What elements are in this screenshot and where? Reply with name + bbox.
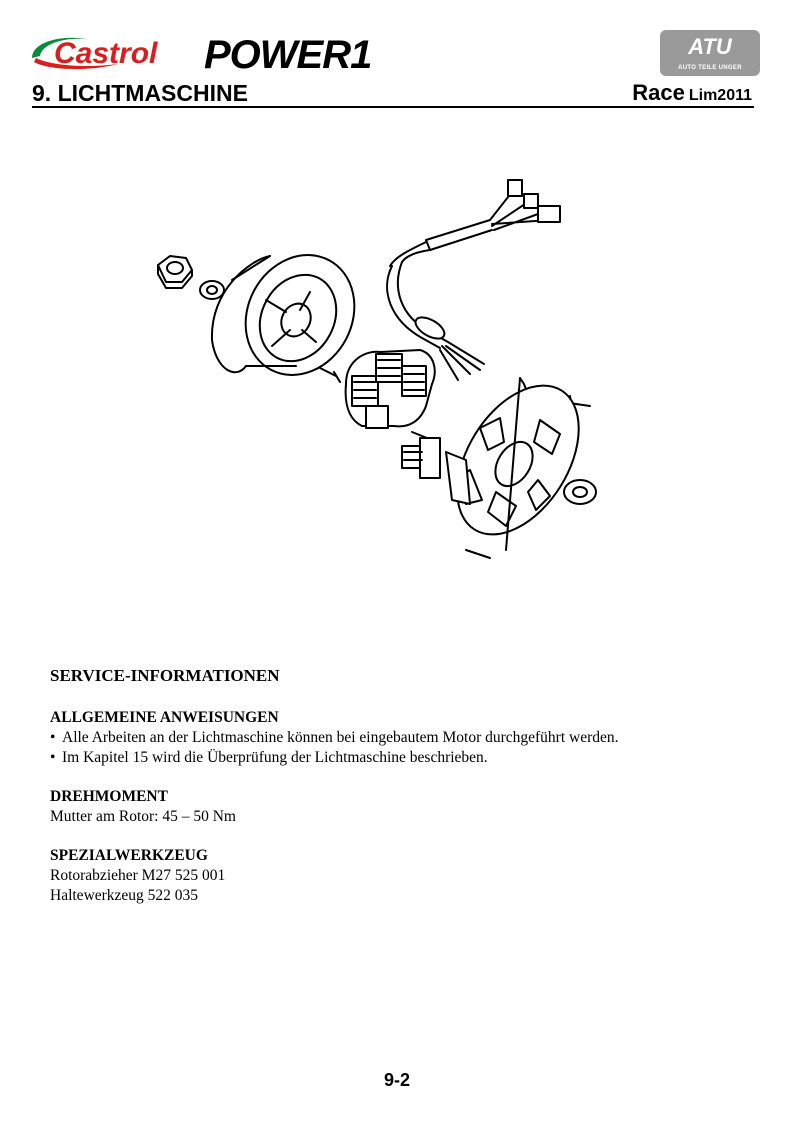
torque-value: Mutter am Rotor: 45 – 50 Nm bbox=[50, 808, 236, 825]
general-heading: ALLGEMEINE ANWEISUNGEN bbox=[50, 709, 279, 726]
list-item-text: Im Kapitel 15 wird die Überprüfung der Lichtmaschine beschrieben. bbox=[62, 749, 488, 766]
svg-text:ATU: ATU bbox=[688, 34, 732, 59]
svg-text:POWER1: POWER1 bbox=[204, 33, 372, 74]
stator-icon bbox=[346, 350, 435, 428]
model-sub: Lim2011 bbox=[688, 87, 752, 104]
pickup-coil-icon bbox=[402, 438, 440, 478]
tool-item: Haltewerkzeug 522 035 bbox=[50, 887, 199, 904]
base-plate-icon bbox=[432, 364, 604, 556]
service-heading: SERVICE-INFORMATIONEN bbox=[50, 666, 280, 685]
grommet-icon bbox=[564, 480, 596, 504]
list-item bbox=[50, 728, 750, 748]
tools-heading: SPEZIALWERKZEUG bbox=[50, 847, 208, 864]
title-row bbox=[32, 80, 754, 108]
list-item-text: Alle Arbeiten an der Lichtmaschine können bei eingebautem Motor durchgeführt werden. bbox=[62, 729, 619, 746]
chapter-title: 9. LICHTMASCHINE bbox=[32, 80, 248, 106]
washer-icon bbox=[200, 281, 224, 299]
power1-logo bbox=[200, 30, 390, 74]
tool-item: Rotorabzieher M27 525 001 bbox=[50, 867, 226, 884]
model-main: Race bbox=[632, 80, 685, 105]
alternator-diagram-icon bbox=[140, 170, 610, 570]
castrol-logo bbox=[28, 30, 188, 74]
page-number: 9-2 bbox=[383, 1070, 410, 1090]
svg-text:Castrol: Castrol bbox=[54, 37, 158, 70]
bullet-icon: • bbox=[50, 729, 56, 746]
nut-icon bbox=[158, 256, 192, 288]
atu-logo: ATU AUTO TEILE UNGER bbox=[660, 30, 760, 76]
service-information bbox=[50, 666, 750, 906]
torque-heading: DREHMOMENT bbox=[50, 788, 168, 805]
bullet-icon: • bbox=[50, 749, 56, 766]
page-header bbox=[0, 0, 794, 110]
list-item bbox=[50, 748, 750, 768]
model-label bbox=[632, 80, 752, 109]
